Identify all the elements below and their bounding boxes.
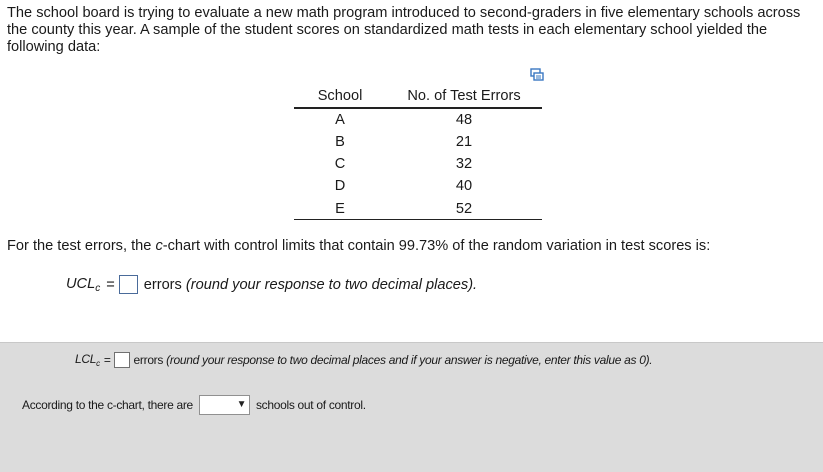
- lcl-symbol: [75, 352, 100, 368]
- cell-school: E: [294, 198, 386, 220]
- table-row: [294, 198, 542, 220]
- schools-count-dropdown[interactable]: [199, 395, 250, 415]
- data-table-wrapper: [294, 86, 542, 220]
- cell-errors: 52: [386, 198, 542, 220]
- cell-school: C: [334, 155, 346, 172]
- test-errors-table: [294, 86, 542, 220]
- cell-errors: 21: [455, 133, 473, 150]
- ucl-hint: (round your response to two decimal places).: [185, 276, 478, 293]
- table-row: [294, 108, 542, 130]
- lcl-symbol-text: LCL: [75, 352, 97, 366]
- ucl-answer-row: [66, 275, 477, 294]
- ucl-subscript: c: [95, 282, 101, 294]
- copy-to-clipboard-icon[interactable]: [530, 68, 544, 82]
- table-header-row: [294, 86, 542, 108]
- table-row: [294, 175, 542, 197]
- table-row: [294, 153, 542, 175]
- lcl-answer-row: [75, 352, 652, 368]
- question-after: -chart with control limits that contain 99.73% of the random variation in test scores is:: [162, 238, 711, 254]
- next-part-panel: [0, 342, 823, 472]
- ooc-before-text: According to the c-chart, there are: [22, 398, 193, 412]
- ucl-symbol: [66, 276, 100, 294]
- cell-school: A: [335, 111, 345, 128]
- cell-school: B: [335, 133, 345, 150]
- question-text: [7, 238, 710, 254]
- cell-school: D: [334, 178, 346, 195]
- table-row: [294, 130, 542, 152]
- lcl-equals: =: [103, 353, 111, 367]
- lcl-subscript: c: [96, 359, 100, 368]
- cell-errors: 48: [455, 111, 473, 128]
- dropdown-caret-icon[interactable]: ▼: [236, 399, 247, 410]
- out-of-control-row: [22, 395, 366, 415]
- ucl-symbol-text: UCL: [66, 275, 96, 292]
- lcl-unit: errors: [133, 353, 164, 367]
- problem-intro: The school board is trying to evaluate a new math program introduced to second-graders in five elementary schools across the county this year. A sample of the student scores on standardized math tests in each elementary school yielded the following data:: [7, 5, 801, 55]
- cell-errors: 32: [455, 155, 473, 172]
- ucl-input[interactable]: [119, 275, 138, 294]
- column-header-errors: No. of Test Errors: [386, 86, 542, 108]
- question-before: For the test errors, the: [7, 238, 156, 254]
- ucl-unit: errors: [143, 276, 182, 293]
- lcl-hint: (round your response to two decimal places and if your answer is negative, enter this value as 0).: [166, 353, 653, 367]
- column-header-school: School: [294, 86, 386, 108]
- ucl-equals: =: [106, 276, 115, 293]
- ooc-after-text: schools out of control.: [255, 398, 366, 412]
- dropdown-selected-value: [200, 396, 234, 414]
- lcl-input[interactable]: [114, 352, 130, 368]
- question-italic: c: [155, 238, 163, 254]
- cell-errors: 40: [455, 178, 473, 195]
